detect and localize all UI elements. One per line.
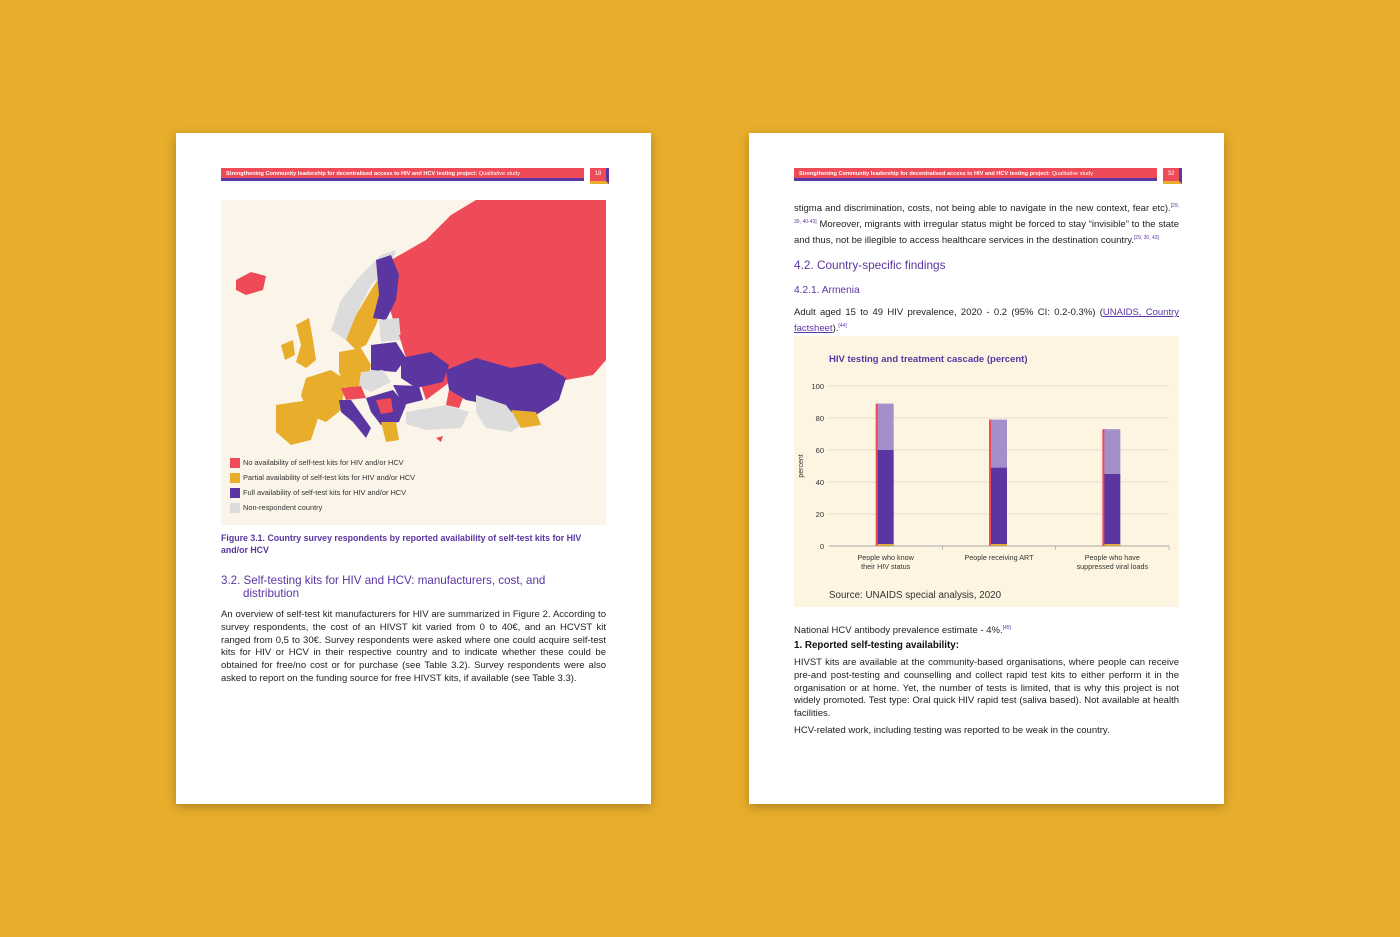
y-tick-label: 80 (815, 414, 824, 423)
legend-swatch (230, 458, 240, 468)
header-title: Strengthening Community leadership for decentralised access to HIV and HCV testing project: Qualitative study (794, 168, 1157, 181)
map-region-iceland (236, 272, 266, 295)
page-number: 32 (1163, 168, 1182, 184)
page-number: 18 (590, 168, 609, 184)
unaids-factsheet-link[interactable]: UNAIDS, Country factsheet (794, 307, 1180, 334)
map-region-cyprus (436, 436, 443, 442)
map-region-ireland (281, 340, 295, 360)
bar-upper (878, 404, 894, 450)
x-tick-label: People who have (1084, 553, 1140, 562)
map-region-iberia (276, 400, 319, 445)
x-tick-label: their HIV status (861, 562, 911, 571)
body-paragraph: HIVST kits are available at the community-based organisations, where people can receive pre-and post-testing and counselling and collect rapid test kits to either perform it in the organisation or at home. Yet, the number of tests is limited, that is why this project is not widely promoted. Test type: Oral quick HIV rapid test (saliva based). Not available at health facilities. (794, 657, 1179, 720)
bar-lower (1104, 474, 1120, 546)
x-tick-label: People who know (857, 553, 914, 562)
map-region-italy (339, 400, 371, 438)
map-region-poland (371, 342, 406, 372)
europe-map-figure: No availability of self-test kits for HIV and/or HCV Partial availability of self-test kits for HIV and/or HCV Full availability of self-test kits for HIV and/or HCV Non-respondent country (221, 200, 606, 525)
y-tick-label: 0 (819, 542, 824, 551)
y-tick-label: 20 (815, 510, 824, 519)
citation: [29, 30, 43] (1133, 234, 1159, 241)
running-header (794, 168, 1179, 184)
cascade-chart (794, 336, 1179, 607)
section-title-line-1: 3.2. Self-testing kits for HIV and HCV: manufacturers, cost, and (221, 574, 546, 587)
chart-source: Source: UNAIDS special analysis, 2020 (829, 590, 1002, 601)
map-region-central (359, 370, 391, 392)
x-tick-label: People receiving ART (964, 553, 1034, 562)
reported-heading: 1. Reported self-testing availability: (794, 640, 959, 651)
chart-plot (794, 336, 1179, 607)
bar-lower (991, 468, 1007, 546)
y-tick-label: 60 (815, 446, 824, 455)
intro-paragraph: stigma and discrimination, costs, not being able to navigate in the new context, fear etc).[29, 30, 40-43] Moreover, migrants with irregular status might be forced to stay “invisible” to the state and thus, not be illegible to access healthcare services in the destination country.[29, 30, 43] (794, 203, 1179, 247)
citation: [44] (838, 322, 847, 329)
prevalence-paragraph: Adult aged 15 to 49 HIV prevalence, 2020 - 0.2 (95% CI: 0.2-0.3%) (UNAIDS, Country factsheet).[44] (794, 307, 1180, 334)
map-region-turkey (406, 405, 469, 430)
x-tick-label: suppressed viral loads (1076, 562, 1149, 571)
hcv-paragraph: National HCV antibody prevalence estimate - 4%.[45] (794, 625, 1011, 637)
citation: [45] (1002, 625, 1011, 631)
document-page-left (176, 133, 651, 804)
bar-upper (1104, 429, 1120, 474)
bar-upper (991, 420, 1007, 468)
header-title: Strengthening Community leadership for decentralised access to HIV and HCV testing project: Qualitative study (221, 168, 584, 181)
legend-swatch (230, 503, 240, 513)
map-region-austria (341, 386, 366, 400)
section-title-line-2: distribution (243, 587, 300, 600)
running-header (221, 168, 606, 184)
y-tick-label: 40 (815, 478, 824, 487)
map-region-uk (296, 318, 316, 368)
legend-swatch (230, 488, 240, 498)
y-axis-label: percent (798, 454, 805, 478)
section-title (221, 574, 606, 600)
subsection-heading: 4.2.1. Armenia (794, 285, 860, 296)
body-paragraph: An overview of self-test kit manufacturers for HIV are summarized in Figure 2. According to survey respondents, the cost of an HIVST kit varied from 0 to 40€, and an HCVST kit ranged from 0,5 to 30€. Survey respondents were asked where one could acquire self-test kits for HIV or HCV in their respective country and to indicate whether these could be obtained for free/no cost or for purchase (see Table 3.2). Survey respondents were also asked to report on the funding source for free HIVST kits, if available (see Table 3.3). (221, 609, 606, 684)
map-region-greece (381, 422, 399, 442)
y-tick-label: 100 (811, 382, 824, 391)
map-region-baltics (379, 318, 401, 342)
legend-swatch (230, 473, 240, 483)
citation: [29, 30, 40-43] (794, 203, 1179, 225)
figure-caption: Figure 3.1. Country survey respondents by reported availability of self-test kits for HIV and/or HCV (221, 533, 582, 555)
section-heading: 4.2. Country-specific findings (794, 258, 946, 272)
document-page-right (749, 133, 1224, 804)
chart-title: HIV testing and treatment cascade (percent) (829, 354, 1028, 365)
bar-lower (878, 450, 894, 546)
body-paragraph: HCV-related work, including testing was reported to be weak in the country. (794, 725, 1110, 736)
